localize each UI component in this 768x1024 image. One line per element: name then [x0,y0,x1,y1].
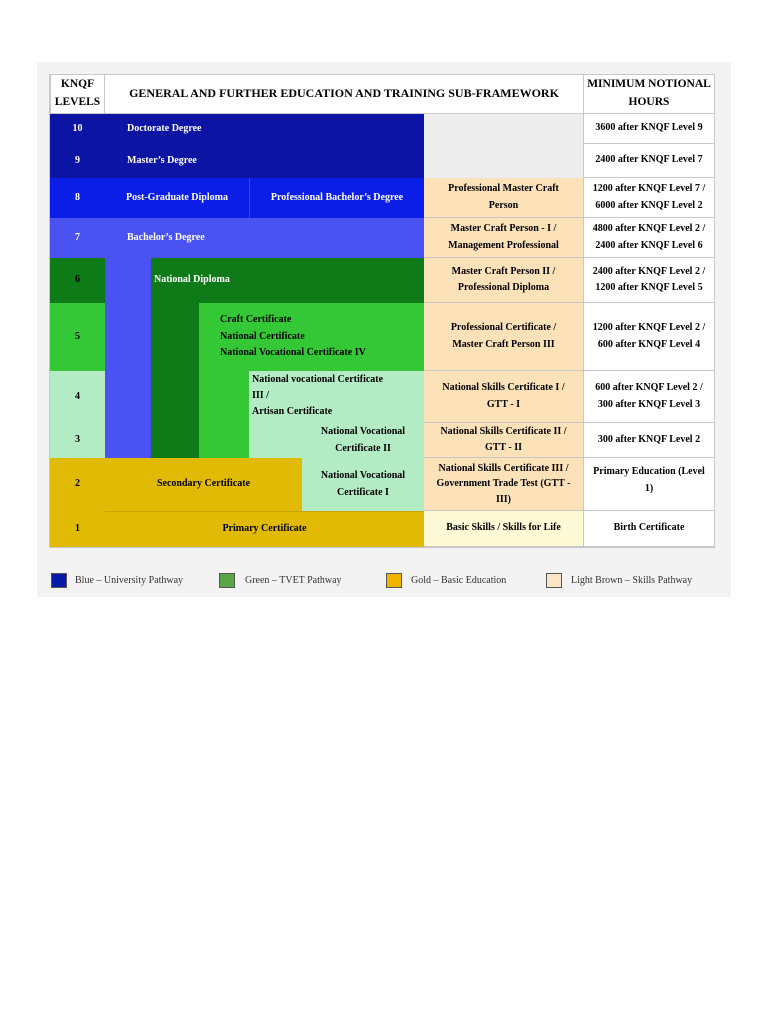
skills-level-2: National Skills Certificate III / Government Trade Test (GTT - III) [424,458,584,511]
doctorate-degree: Doctorate Degree [105,114,424,144]
craft-national-certificates: Craft Certificate National Certificate National Vocational Certificate IV [199,303,424,371]
national-vocational-certificate-iii: National vocational Certificate III / Artisan Certificate [249,371,424,423]
level-2: 2 [50,458,105,511]
level-1: 1 [50,511,105,547]
legend-gold-label: Gold – Basic Education [411,575,507,586]
hours-level-4: 600 after KNQF Level 2 / 300 after KNQF Level 3 [584,371,715,423]
national-vocational-certificate-i: National Vocational Certificate I [302,458,424,511]
legend-green-swatch [219,573,235,588]
empty-block [424,114,584,178]
national-vocational-certificate-ii: National Vocational Certificate II [302,423,424,458]
table-left-border [49,74,50,548]
level-7: 7 [50,218,105,258]
level-5: 5 [50,303,105,371]
tvet-light-bar [249,423,302,458]
legend-gold-swatch [386,573,402,588]
header-hours: MINIMUM NOTIONAL HOURS [584,74,715,114]
national-diploma: National Diploma [151,258,424,303]
secondary-certificate: Secondary Certificate [105,458,302,511]
header-framework: GENERAL AND FURTHER EDUCATION AND TRAINING SUB-FRAMEWORK [105,74,584,114]
skills-level-1: Basic Skills / Skills for Life [424,511,584,547]
table-bottom-border [49,547,716,548]
skills-level-3: National Skills Certificate II / GTT - II [424,423,584,458]
legend-blue-swatch [51,573,67,588]
legend-brown-swatch [546,573,562,588]
level-9: 9 [50,144,105,178]
level-10: 10 [50,114,105,144]
level-4: 4 [50,371,105,423]
skills-level-6: Master Craft Person II / Professional Diploma [424,258,584,303]
skills-level-7: Master Craft Person - I / Management Professional [424,218,584,258]
masters-degree: Master’s Degree [105,144,424,178]
hours-level-6: 2400 after KNQF Level 2 / 1200 after KNQF Level 5 [584,258,715,303]
hours-level-5: 1200 after KNQF Level 2 / 600 after KNQF Level 4 [584,303,715,371]
skills-level-8: Professional Master Craft Person [424,178,584,218]
level-6: 6 [50,258,105,303]
hours-level-3: 300 after KNQF Level 2 [584,423,715,458]
hours-level-8: 1200 after KNQF Level 7 / 6000 after KNQF Level 2 [584,178,715,218]
level-8: 8 [50,178,105,218]
hours-level-10: 3600 after KNQF Level 9 [584,114,715,144]
professional-bachelors-degree: Professional Bachelor’s Degree [249,178,424,218]
hours-level-9: 2400 after KNQF Level 7 [584,144,715,178]
primary-certificate: Primary Certificate [105,511,424,547]
tvet-dark-bar [151,303,199,458]
university-continuation-bar [105,258,151,458]
post-graduate-diploma: Post-Graduate Diploma [105,178,249,218]
legend-blue-label: Blue – University Pathway [75,575,184,586]
tvet-mid-bar [199,371,249,458]
bachelors-degree: Bachelor’s Degree [105,218,424,258]
skills-level-4: National Skills Certificate I / GTT - I [424,371,584,423]
legend-green-label: Green – TVET Pathway [245,575,342,586]
hours-level-7: 4800 after KNQF Level 2 / 2400 after KNQF Level 6 [584,218,715,258]
legend-brown-label: Light Brown – Skills Pathway [571,575,693,586]
level-3: 3 [50,423,105,458]
header-levels: KNQF LEVELS [50,74,105,114]
skills-level-5: Professional Certificate / Master Craft Person III [424,303,584,371]
hours-level-1: Birth Certificate [584,511,715,547]
hours-level-2: Primary Education (Level 1) [584,458,715,511]
